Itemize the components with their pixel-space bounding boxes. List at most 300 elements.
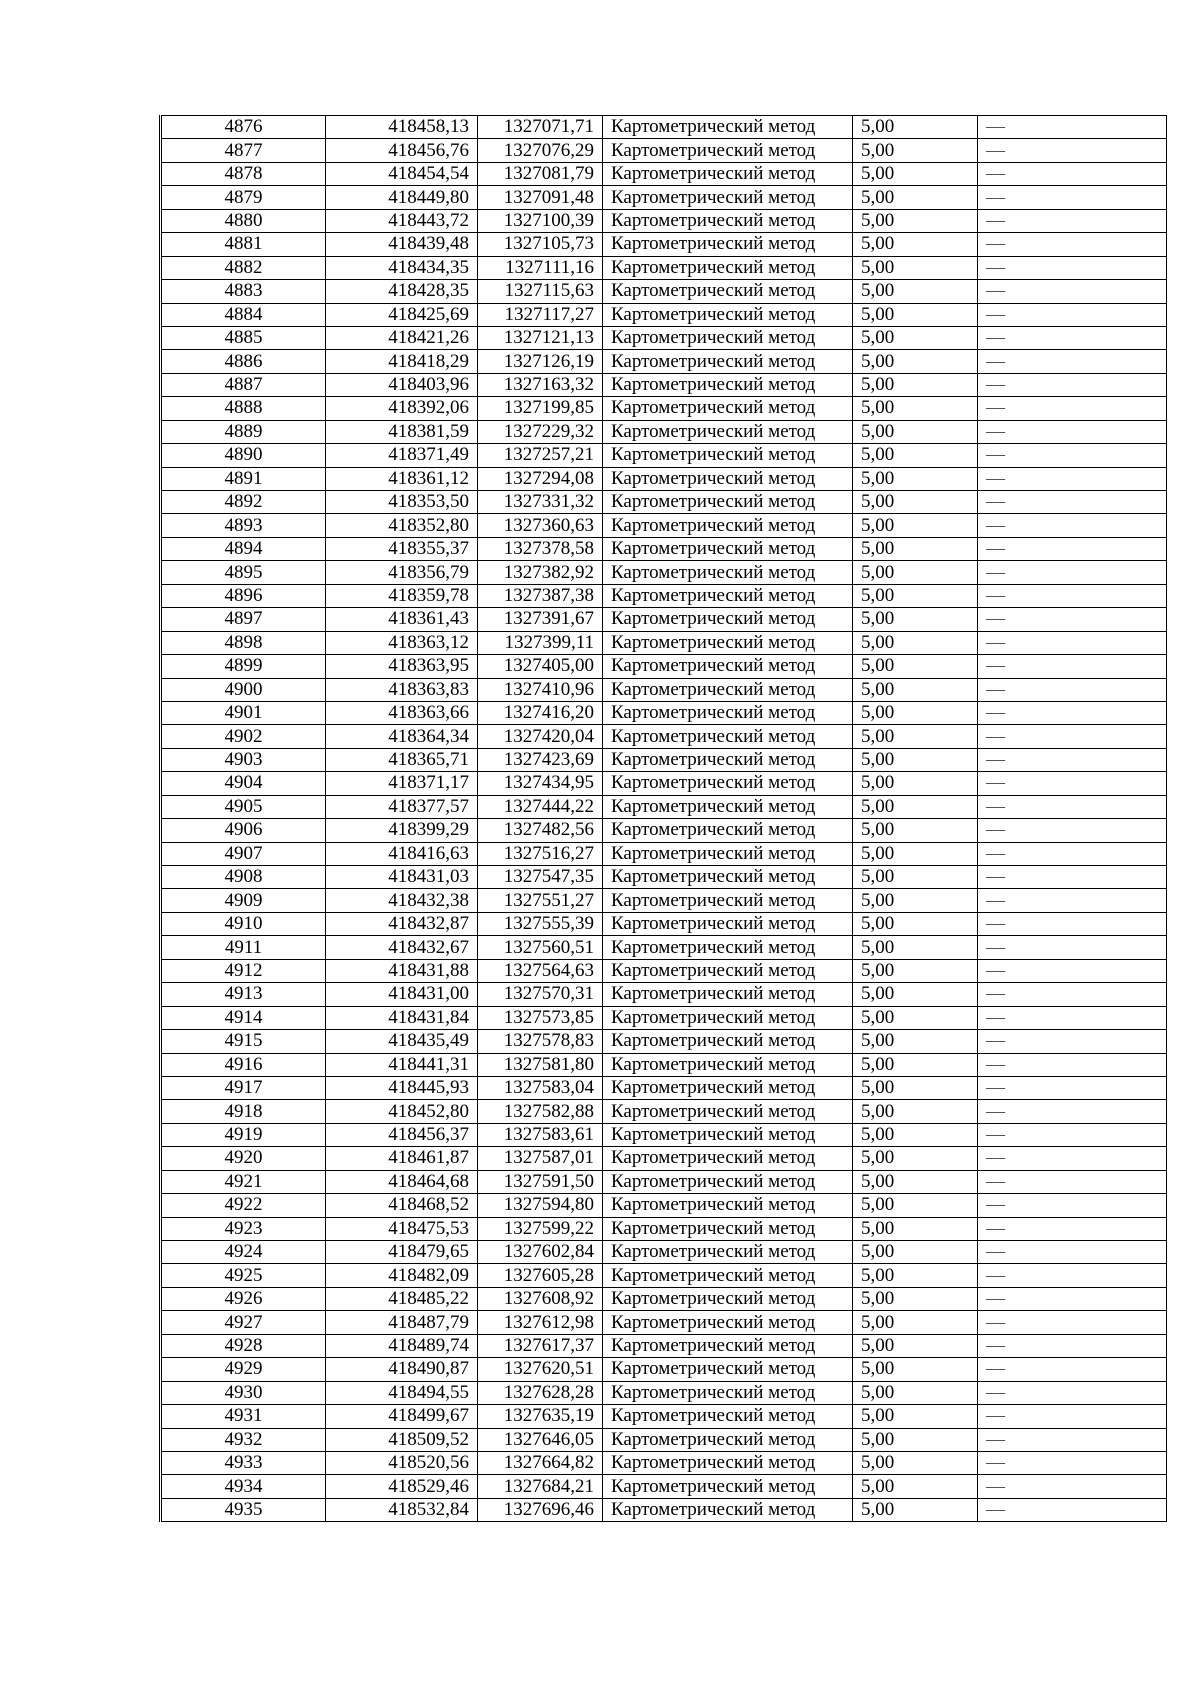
method-cell: Картометрический метод [603,444,853,467]
point-number-cell: 4898 [161,631,326,654]
point-number-cell: 4893 [161,514,326,537]
point-number-cell: 4916 [161,1053,326,1076]
description-cell: — [978,491,1167,514]
description-cell: — [978,350,1167,373]
description-cell: — [978,725,1167,748]
table-row [161,1334,1167,1357]
x-coordinate-cell: 418431,88 [326,959,478,982]
method-cell: Картометрический метод [603,186,853,209]
accuracy-cell: 5,00 [853,1123,978,1146]
point-number-cell: 4908 [161,866,326,889]
y-coordinate-cell: 1327581,80 [478,1053,603,1076]
description-cell: — [978,1405,1167,1428]
table-row [161,631,1167,654]
accuracy-cell: 5,00 [853,795,978,818]
table-row [161,209,1167,232]
accuracy-cell: 5,00 [853,1451,978,1474]
table-row [161,1358,1167,1381]
table-row [161,889,1167,912]
point-number-cell: 4880 [161,209,326,232]
description-cell: — [978,983,1167,1006]
method-cell: Картометрический метод [603,819,853,842]
x-coordinate-cell: 418399,29 [326,819,478,842]
x-coordinate-cell: 418489,74 [326,1334,478,1357]
description-cell: — [978,1381,1167,1404]
x-coordinate-cell: 418365,71 [326,748,478,771]
table-row [161,912,1167,935]
y-coordinate-cell: 1327583,61 [478,1123,603,1146]
method-cell: Картометрический метод [603,209,853,232]
y-coordinate-cell: 1327573,85 [478,1006,603,1029]
point-number-cell: 4913 [161,983,326,1006]
description-cell: — [978,1217,1167,1240]
x-coordinate-cell: 418363,66 [326,701,478,724]
y-coordinate-cell: 1327547,35 [478,866,603,889]
method-cell: Картометрический метод [603,233,853,256]
accuracy-cell: 5,00 [853,936,978,959]
method-cell: Картометрический метод [603,889,853,912]
accuracy-cell: 5,00 [853,842,978,865]
point-number-cell: 4932 [161,1428,326,1451]
method-cell: Картометрический метод [603,608,853,631]
method-cell: Картометрический метод [603,655,853,678]
y-coordinate-cell: 1327229,32 [478,420,603,443]
method-cell: Картометрический метод [603,326,853,349]
y-coordinate-cell: 1327516,27 [478,842,603,865]
y-coordinate-cell: 1327410,96 [478,678,603,701]
x-coordinate-cell: 418443,72 [326,209,478,232]
point-number-cell: 4887 [161,373,326,396]
description-cell: — [978,1006,1167,1029]
table-row [161,444,1167,467]
description-cell: — [978,772,1167,795]
y-coordinate-cell: 1327117,27 [478,303,603,326]
method-cell: Картометрический метод [603,678,853,701]
x-coordinate-cell: 418431,00 [326,983,478,1006]
method-cell: Картометрический метод [603,1287,853,1310]
accuracy-cell: 5,00 [853,444,978,467]
y-coordinate-cell: 1327100,39 [478,209,603,232]
table-row [161,350,1167,373]
method-cell: Картометрический метод [603,1170,853,1193]
x-coordinate-cell: 418449,80 [326,186,478,209]
accuracy-cell: 5,00 [853,772,978,795]
point-number-cell: 4921 [161,1170,326,1193]
table-row [161,655,1167,678]
y-coordinate-cell: 1327105,73 [478,233,603,256]
table-row [161,1194,1167,1217]
y-coordinate-cell: 1327331,32 [478,491,603,514]
table-row [161,772,1167,795]
description-cell: — [978,561,1167,584]
y-coordinate-cell: 1327620,51 [478,1358,603,1381]
coordinates-table [159,115,1167,1522]
table-row [161,1498,1167,1521]
table-row [161,561,1167,584]
table-row [161,1451,1167,1474]
method-cell: Картометрический метод [603,772,853,795]
table-row [161,116,1167,139]
x-coordinate-cell: 418529,46 [326,1475,478,1498]
point-number-cell: 4907 [161,842,326,865]
method-cell: Картометрический метод [603,256,853,279]
point-number-cell: 4892 [161,491,326,514]
x-coordinate-cell: 418454,54 [326,162,478,185]
y-coordinate-cell: 1327444,22 [478,795,603,818]
point-number-cell: 4912 [161,959,326,982]
accuracy-cell: 5,00 [853,1217,978,1240]
method-cell: Картометрический метод [603,1076,853,1099]
point-number-cell: 4901 [161,701,326,724]
description-cell: — [978,280,1167,303]
y-coordinate-cell: 1327594,80 [478,1194,603,1217]
description-cell: — [978,889,1167,912]
description-cell: — [978,1475,1167,1498]
table-row [161,1100,1167,1123]
y-coordinate-cell: 1327399,11 [478,631,603,654]
method-cell: Картометрический метод [603,350,853,373]
x-coordinate-cell: 418464,68 [326,1170,478,1193]
x-coordinate-cell: 418425,69 [326,303,478,326]
table-row [161,1264,1167,1287]
y-coordinate-cell: 1327570,31 [478,983,603,1006]
coordinates-table-body [161,116,1167,1522]
table-row [161,373,1167,396]
table-row [161,819,1167,842]
point-number-cell: 4914 [161,1006,326,1029]
accuracy-cell: 5,00 [853,912,978,935]
method-cell: Картометрический метод [603,280,853,303]
table-row [161,1076,1167,1099]
accuracy-cell: 5,00 [853,655,978,678]
x-coordinate-cell: 418499,67 [326,1405,478,1428]
method-cell: Картометрический метод [603,1194,853,1217]
description-cell: — [978,1451,1167,1474]
y-coordinate-cell: 1327126,19 [478,350,603,373]
method-cell: Картометрический метод [603,116,853,139]
y-coordinate-cell: 1327257,21 [478,444,603,467]
y-coordinate-cell: 1327076,29 [478,139,603,162]
description-cell: — [978,1334,1167,1357]
x-coordinate-cell: 418363,12 [326,631,478,654]
table-row [161,936,1167,959]
accuracy-cell: 5,00 [853,701,978,724]
accuracy-cell: 5,00 [853,397,978,420]
point-number-cell: 4918 [161,1100,326,1123]
y-coordinate-cell: 1327555,39 [478,912,603,935]
table-row [161,280,1167,303]
description-cell: — [978,209,1167,232]
accuracy-cell: 5,00 [853,1194,978,1217]
y-coordinate-cell: 1327583,04 [478,1076,603,1099]
y-coordinate-cell: 1327294,08 [478,467,603,490]
accuracy-cell: 5,00 [853,1006,978,1029]
description-cell: — [978,1498,1167,1521]
x-coordinate-cell: 418392,06 [326,397,478,420]
method-cell: Картометрический метод [603,1475,853,1498]
method-cell: Картометрический метод [603,1241,853,1264]
table-row [161,1170,1167,1193]
table-row [161,233,1167,256]
accuracy-cell: 5,00 [853,420,978,443]
accuracy-cell: 5,00 [853,162,978,185]
x-coordinate-cell: 418468,52 [326,1194,478,1217]
description-cell: — [978,186,1167,209]
accuracy-cell: 5,00 [853,1264,978,1287]
x-coordinate-cell: 418461,87 [326,1147,478,1170]
point-number-cell: 4909 [161,889,326,912]
x-coordinate-cell: 418371,17 [326,772,478,795]
description-cell: — [978,842,1167,865]
table-row [161,1030,1167,1053]
accuracy-cell: 5,00 [853,326,978,349]
point-number-cell: 4889 [161,420,326,443]
y-coordinate-cell: 1327582,88 [478,1100,603,1123]
point-number-cell: 4930 [161,1381,326,1404]
x-coordinate-cell: 418377,57 [326,795,478,818]
y-coordinate-cell: 1327599,22 [478,1217,603,1240]
accuracy-cell: 5,00 [853,1428,978,1451]
accuracy-cell: 5,00 [853,209,978,232]
accuracy-cell: 5,00 [853,725,978,748]
accuracy-cell: 5,00 [853,116,978,139]
point-number-cell: 4902 [161,725,326,748]
x-coordinate-cell: 418371,49 [326,444,478,467]
y-coordinate-cell: 1327560,51 [478,936,603,959]
description-cell: — [978,1076,1167,1099]
x-coordinate-cell: 418352,80 [326,514,478,537]
description-cell: — [978,1311,1167,1334]
y-coordinate-cell: 1327121,13 [478,326,603,349]
point-number-cell: 4883 [161,280,326,303]
method-cell: Картометрический метод [603,1405,853,1428]
method-cell: Картометрический метод [603,467,853,490]
x-coordinate-cell: 418452,80 [326,1100,478,1123]
accuracy-cell: 5,00 [853,1405,978,1428]
y-coordinate-cell: 1327081,79 [478,162,603,185]
accuracy-cell: 5,00 [853,748,978,771]
point-number-cell: 4905 [161,795,326,818]
method-cell: Картометрический метод [603,373,853,396]
x-coordinate-cell: 418431,84 [326,1006,478,1029]
table-row [161,1405,1167,1428]
description-cell: — [978,537,1167,560]
description-cell: — [978,678,1167,701]
description-cell: — [978,819,1167,842]
table-row [161,608,1167,631]
description-cell: — [978,233,1167,256]
table-row [161,725,1167,748]
x-coordinate-cell: 418363,83 [326,678,478,701]
y-coordinate-cell: 1327115,63 [478,280,603,303]
y-coordinate-cell: 1327612,98 [478,1311,603,1334]
x-coordinate-cell: 418356,79 [326,561,478,584]
method-cell: Картометрический метод [603,537,853,560]
method-cell: Картометрический метод [603,1123,853,1146]
y-coordinate-cell: 1327420,04 [478,725,603,748]
y-coordinate-cell: 1327664,82 [478,1451,603,1474]
method-cell: Картометрический метод [603,584,853,607]
table-row [161,1381,1167,1404]
accuracy-cell: 5,00 [853,303,978,326]
point-number-cell: 4891 [161,467,326,490]
table-row [161,186,1167,209]
x-coordinate-cell: 418416,63 [326,842,478,865]
accuracy-cell: 5,00 [853,1076,978,1099]
accuracy-cell: 5,00 [853,1030,978,1053]
point-number-cell: 4885 [161,326,326,349]
x-coordinate-cell: 418475,53 [326,1217,478,1240]
x-coordinate-cell: 418431,03 [326,866,478,889]
x-coordinate-cell: 418494,55 [326,1381,478,1404]
description-cell: — [978,795,1167,818]
y-coordinate-cell: 1327578,83 [478,1030,603,1053]
x-coordinate-cell: 418364,34 [326,725,478,748]
y-coordinate-cell: 1327482,56 [478,819,603,842]
y-coordinate-cell: 1327434,95 [478,772,603,795]
method-cell: Картометрический метод [603,912,853,935]
point-number-cell: 4888 [161,397,326,420]
table-row [161,537,1167,560]
method-cell: Картометрический метод [603,748,853,771]
accuracy-cell: 5,00 [853,678,978,701]
accuracy-cell: 5,00 [853,1475,978,1498]
x-coordinate-cell: 418509,52 [326,1428,478,1451]
accuracy-cell: 5,00 [853,1358,978,1381]
y-coordinate-cell: 1327605,28 [478,1264,603,1287]
point-number-cell: 4925 [161,1264,326,1287]
point-number-cell: 4927 [161,1311,326,1334]
method-cell: Картометрический метод [603,1006,853,1029]
description-cell: — [978,1123,1167,1146]
y-coordinate-cell: 1327617,37 [478,1334,603,1357]
method-cell: Картометрический метод [603,1053,853,1076]
method-cell: Картометрический метод [603,1451,853,1474]
description-cell: — [978,1147,1167,1170]
description-cell: — [978,373,1167,396]
description-cell: — [978,162,1167,185]
point-number-cell: 4919 [161,1123,326,1146]
y-coordinate-cell: 1327199,85 [478,397,603,420]
y-coordinate-cell: 1327111,16 [478,256,603,279]
point-number-cell: 4896 [161,584,326,607]
description-cell: — [978,701,1167,724]
description-cell: — [978,326,1167,349]
point-number-cell: 4922 [161,1194,326,1217]
y-coordinate-cell: 1327360,63 [478,514,603,537]
table-row [161,795,1167,818]
accuracy-cell: 5,00 [853,1170,978,1193]
accuracy-cell: 5,00 [853,1287,978,1310]
point-number-cell: 4931 [161,1405,326,1428]
table-row [161,256,1167,279]
description-cell: — [978,959,1167,982]
accuracy-cell: 5,00 [853,631,978,654]
accuracy-cell: 5,00 [853,233,978,256]
y-coordinate-cell: 1327387,38 [478,584,603,607]
x-coordinate-cell: 418353,50 [326,491,478,514]
accuracy-cell: 5,00 [853,983,978,1006]
x-coordinate-cell: 418487,79 [326,1311,478,1334]
x-coordinate-cell: 418520,56 [326,1451,478,1474]
method-cell: Картометрический метод [603,725,853,748]
method-cell: Картометрический метод [603,936,853,959]
table-row [161,303,1167,326]
x-coordinate-cell: 418445,93 [326,1076,478,1099]
table-row [161,514,1167,537]
description-cell: — [978,631,1167,654]
x-coordinate-cell: 418432,67 [326,936,478,959]
method-cell: Картометрический метод [603,420,853,443]
method-cell: Картометрический метод [603,162,853,185]
method-cell: Картометрический метод [603,1100,853,1123]
description-cell: — [978,866,1167,889]
x-coordinate-cell: 418432,87 [326,912,478,935]
table-row [161,491,1167,514]
method-cell: Картометрический метод [603,1217,853,1240]
point-number-cell: 4890 [161,444,326,467]
table-row [161,1123,1167,1146]
point-number-cell: 4920 [161,1147,326,1170]
method-cell: Картометрический метод [603,842,853,865]
table-row [161,678,1167,701]
description-cell: — [978,1358,1167,1381]
point-number-cell: 4895 [161,561,326,584]
table-row [161,1147,1167,1170]
x-coordinate-cell: 418479,65 [326,1241,478,1264]
x-coordinate-cell: 418458,13 [326,116,478,139]
accuracy-cell: 5,00 [853,186,978,209]
x-coordinate-cell: 418421,26 [326,326,478,349]
point-number-cell: 4935 [161,1498,326,1521]
point-number-cell: 4928 [161,1334,326,1357]
table-row [161,701,1167,724]
description-cell: — [978,467,1167,490]
y-coordinate-cell: 1327608,92 [478,1287,603,1310]
y-coordinate-cell: 1327564,63 [478,959,603,982]
table-row [161,842,1167,865]
point-number-cell: 4878 [161,162,326,185]
x-coordinate-cell: 418381,59 [326,420,478,443]
method-cell: Картометрический метод [603,1358,853,1381]
point-number-cell: 4924 [161,1241,326,1264]
description-cell: — [978,1287,1167,1310]
description-cell: — [978,303,1167,326]
table-row [161,420,1167,443]
table-row [161,584,1167,607]
accuracy-cell: 5,00 [853,866,978,889]
method-cell: Картометрический метод [603,303,853,326]
x-coordinate-cell: 418355,37 [326,537,478,560]
x-coordinate-cell: 418456,76 [326,139,478,162]
point-number-cell: 4900 [161,678,326,701]
table-row [161,983,1167,1006]
y-coordinate-cell: 1327696,46 [478,1498,603,1521]
y-coordinate-cell: 1327071,71 [478,116,603,139]
point-number-cell: 4915 [161,1030,326,1053]
accuracy-cell: 5,00 [853,889,978,912]
table-row [161,162,1167,185]
table-row [161,866,1167,889]
accuracy-cell: 5,00 [853,959,978,982]
method-cell: Картометрический метод [603,1264,853,1287]
point-number-cell: 4910 [161,912,326,935]
y-coordinate-cell: 1327416,20 [478,701,603,724]
accuracy-cell: 5,00 [853,350,978,373]
method-cell: Картометрический метод [603,397,853,420]
x-coordinate-cell: 418428,35 [326,280,478,303]
method-cell: Картометрический метод [603,1311,853,1334]
